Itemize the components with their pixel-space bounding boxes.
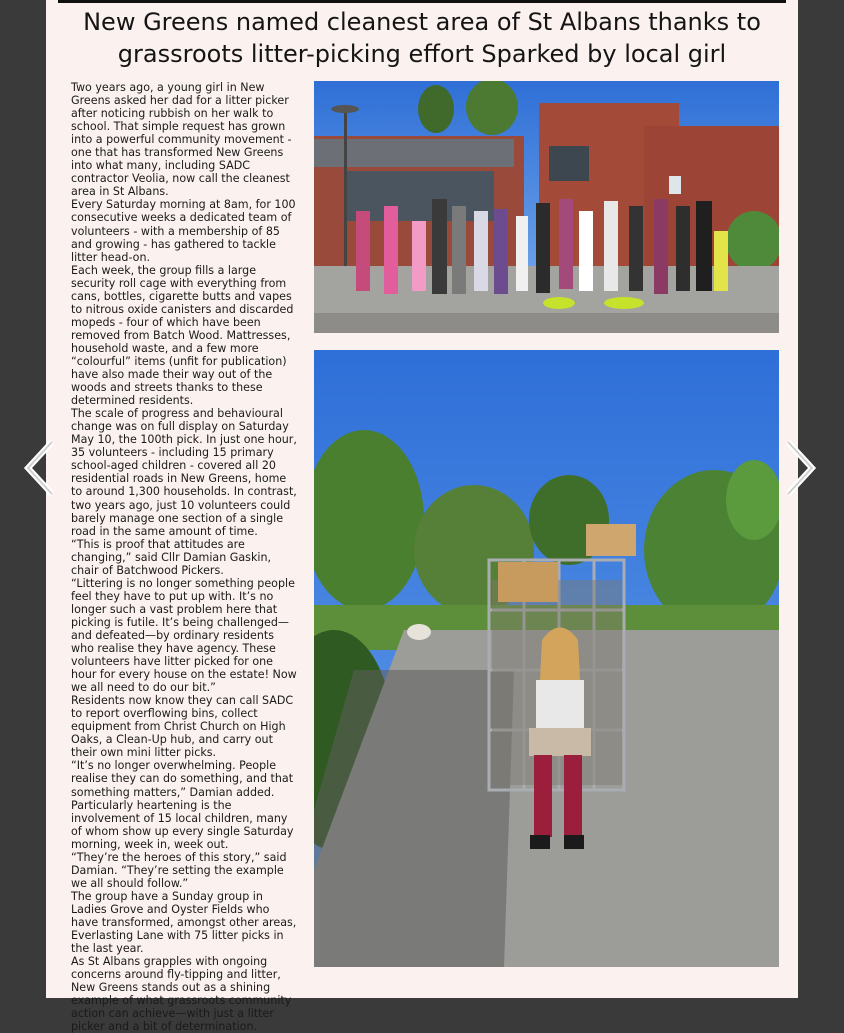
headline: [66, 6, 778, 70]
chevron-left-icon: [22, 440, 62, 496]
article-body: [71, 81, 299, 1033]
chevron-right-icon: [780, 440, 820, 496]
article-paragraph: Each week, the group fills a large security roll cage with everything from cans, bottles, cigarette butts and vapes to nitrous oxide canisters and discarded mopeds - four of which have been removed from Batch Wood. Mattresses, household waste, and a few more “colourful” items (unfit for publication) have also made their way out of the woods and streets thanks to these determined residents.: [71, 263, 294, 408]
article-paragraph: Particularly heartening is the involvement of 15 local children, many of whom show up every single Saturday morning, week in, week out.: [71, 798, 294, 851]
article-paragraph: “They’re the heroes of this story,” said Damian. “They’re setting the example we all should follow.”: [71, 850, 287, 890]
article-paragraph: “This is proof that attitudes are changing,” said Cllr Damian Gaskin, chair of Batchwood Pickers.: [71, 537, 272, 577]
article-paragraph: Every Saturday morning at 8am, for 100 consecutive weeks a dedicated team of volunteers - with a membership of 85 and growing - has gathered to tackle litter head-on.: [71, 198, 296, 264]
article-paragraph: As St Albans grapples with ongoing concerns around fly-tipping and litter, New Greens stands out as a shining example of what grassroots community action can achieve—with just a litter picker and a bit of determination.: [71, 955, 292, 1033]
article-paragraph: The scale of progress and behavioural change was on full display on Saturday May 10, the 100th pick. In just one hour, 35 volunteers - including 15 primary school-aged children - covered all 20 residential roads in New Greens, home to around 1,300 households. In contrast, two years ago, just 10 volunteers could barely manage one section of a single road in the same amount of time.: [71, 407, 297, 538]
group-photo: [314, 81, 779, 333]
article-paragraph: “It’s no longer overwhelming. People realise they can do something, and that something matters,” Damian added.: [71, 759, 294, 799]
girl-roll-cage-photo: [314, 350, 779, 967]
top-rule: [58, 0, 786, 3]
next-page-button[interactable]: [780, 440, 820, 496]
article-paragraph: Two years ago, a young girl in New Greens asked her dad for a litter picker after noticing rubbish on her walk to school. That simple request has grown into a powerful community movement - one that has transformed New Greens into what many, including SADC contractor Veolia, now call the cleanest area in St Albans.: [71, 81, 292, 199]
article-paragraph: Residents now know they can call SADC to report overflowing bins, collect equipment from Christ Church on High Oaks, a Clean-Up hub, and carry out their own mini litter picks.: [71, 694, 294, 760]
previous-page-button[interactable]: [22, 440, 62, 496]
headline-line-1: New Greens named cleanest area of St Albans thanks to: [83, 8, 761, 36]
article-page: [46, 0, 798, 1033]
article-paragraph: “Littering is no longer something people feel they have to put up with. It’s no longer such a vast problem here that picking is futile. It’s being challenged—and defeated—by ordinary residents who realise they have agency. These volunteers have litter picked for one hour for every house on the estate! Now we all need to do our bit.”: [71, 576, 297, 695]
headline-line-2: grassroots litter-picking effort Sparked by local girl: [117, 40, 727, 68]
article-paragraph: The group have a Sunday group in Ladies Grove and Oyster Fields who have transformed, amongst other areas, Everlasting Lane with 75 litter picks in the last year.: [71, 889, 297, 956]
